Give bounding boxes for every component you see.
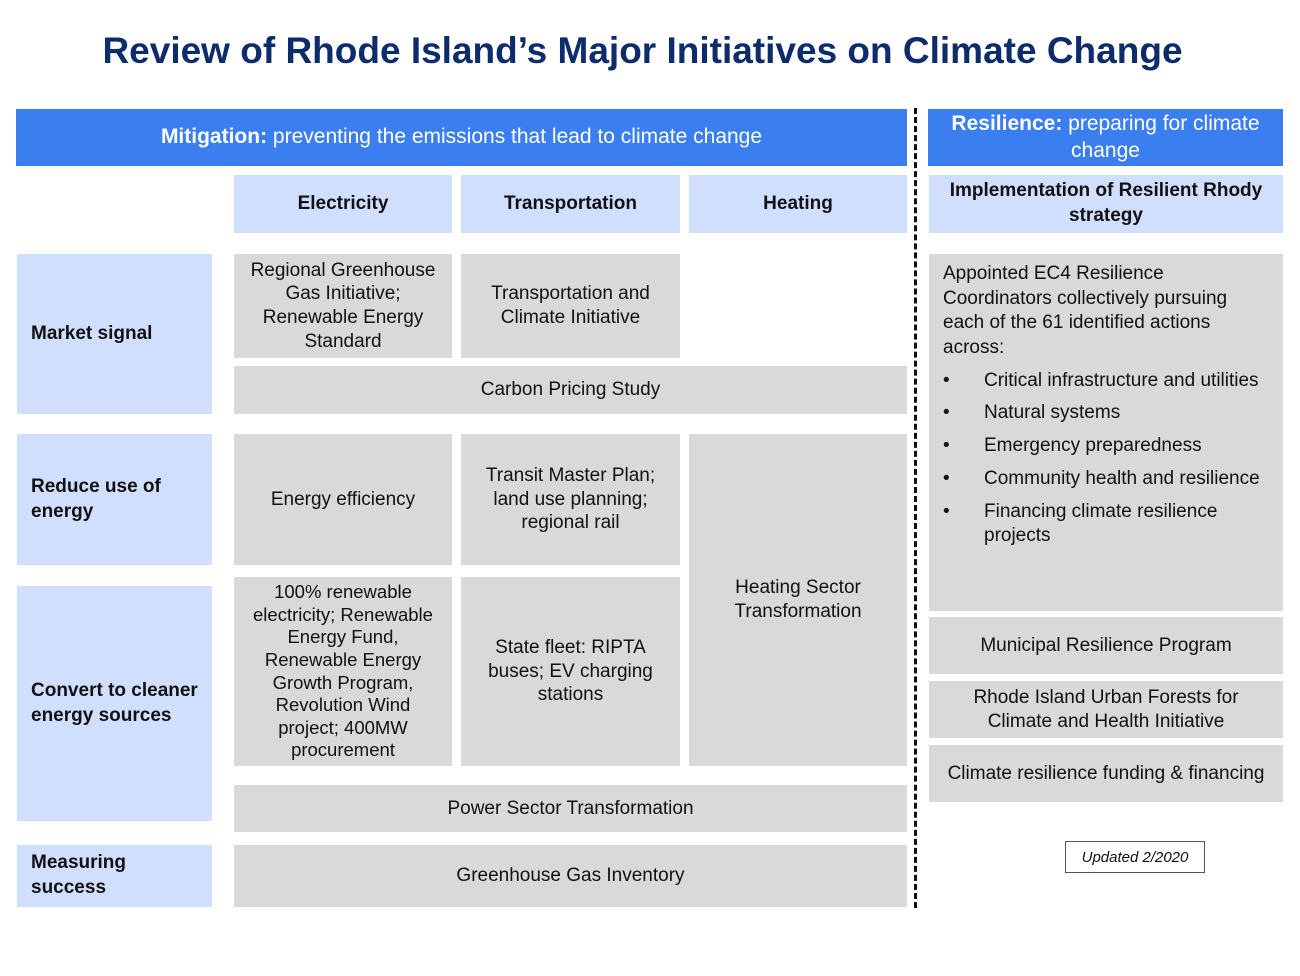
bullet-icon: • (943, 402, 950, 424)
cell-state-fleet: State fleet: RIPTA buses; EV charging stations (461, 577, 680, 766)
mitigation-banner (16, 109, 907, 166)
row-header-reduce-use: Reduce use of energy (17, 434, 212, 565)
mitigation-label-rest: preventing the emissions that lead to climate change (267, 125, 763, 149)
resilience-detail-box (929, 254, 1283, 611)
cell-power-sector-transformation: Power Sector Transformation (234, 785, 907, 832)
bullet-icon: • (943, 369, 950, 391)
column-header-heating: Heating (689, 175, 907, 233)
cell-renewable-electricity: 100% renewable electricity; Renewable Energy Fund, Renewable Energy Growth Program, Revolution Wind project; 400MW procurement (234, 577, 452, 766)
resilience-banner (928, 109, 1283, 166)
cell-urban-forests-initiative: Rhode Island Urban Forests for Climate and Health Initiative (929, 681, 1283, 738)
page-title: Review of Rhode Island’s Major Initiatives on Climate Change (102, 30, 1183, 71)
section-divider (914, 108, 917, 908)
bullet-text: Natural systems (984, 402, 1121, 424)
cell-climate-resilience-funding: Climate resilience funding & financing (929, 745, 1283, 802)
cell-municipal-resilience-program: Municipal Resilience Program (929, 617, 1283, 674)
bullet-icon: • (943, 467, 950, 489)
bullet-text: Financing climate resilience projects (984, 500, 1218, 547)
cell-market-electricity: Regional Greenhouse Gas Initiative; Renewable Energy Standard (234, 254, 452, 358)
cell-carbon-pricing-study: Carbon Pricing Study (234, 366, 907, 414)
list-item (943, 401, 1269, 426)
cell-heating-sector-transformation: Heating Sector Transformation (689, 434, 907, 766)
updated-label: Updated 2/2020 (1065, 841, 1205, 873)
bullet-icon: • (943, 435, 950, 457)
cell-market-transportation: Transportation and Climate Initiative (461, 254, 680, 358)
row-header-convert: Convert to cleaner energy sources (17, 586, 212, 821)
row-header-market-signal: Market signal (17, 254, 212, 414)
resilience-header: Implementation of Resilient Rhody strategy (929, 175, 1283, 233)
bullet-text: Community health and resilience (984, 467, 1260, 489)
mitigation-label-bold: Mitigation: (160, 125, 268, 149)
resilience-label-bold: Resilience: (951, 112, 1063, 136)
bullet-text: Emergency preparedness (984, 435, 1202, 457)
row-header-measuring-success: Measuring success (17, 845, 212, 907)
cell-transit-master-plan: Transit Master Plan; land use planning; regional rail (461, 434, 680, 565)
column-header-transportation: Transportation (461, 175, 680, 233)
resilience-intro: Appointed EC4 Resilience Coordinators collectively pursuing each of the 61 identified actions across: (943, 263, 1228, 359)
list-item (943, 467, 1269, 492)
list-item (943, 434, 1269, 459)
list-item (943, 369, 1269, 394)
cell-greenhouse-gas-inventory: Greenhouse Gas Inventory (234, 845, 907, 907)
bullet-text: Critical infrastructure and utilities (984, 369, 1259, 391)
cell-energy-efficiency: Energy efficiency (234, 434, 452, 565)
bullet-icon: • (943, 500, 950, 522)
list-item (943, 500, 1269, 549)
resilience-bullet-list (943, 369, 1269, 549)
resilience-label-rest: preparing for climate change (1062, 112, 1266, 162)
column-header-electricity: Electricity (234, 175, 452, 233)
